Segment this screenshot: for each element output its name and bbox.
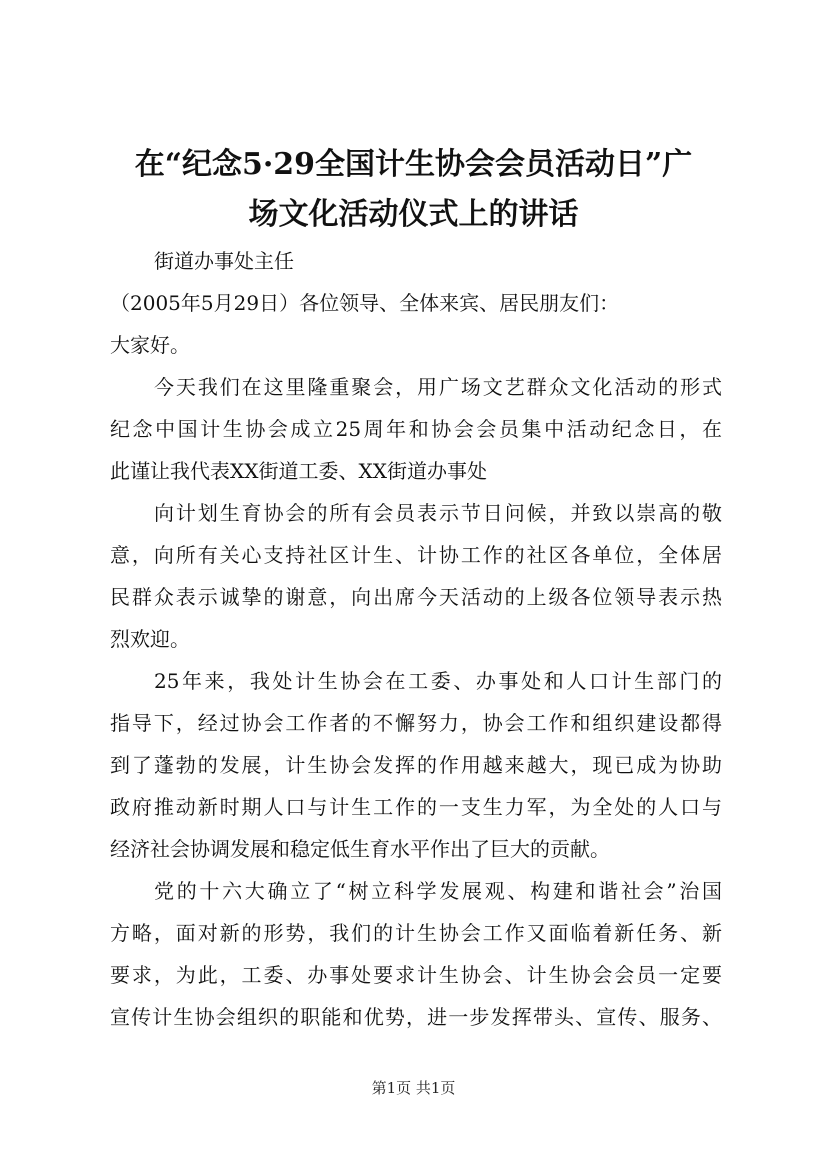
paragraph-line: 此谨让我代表XX街道工委、XX街道办事处 <box>110 459 487 483</box>
paragraph-line: 纪念中国计生协会成立25周年和协会会员集中活动纪念日，在 <box>110 417 722 441</box>
paragraph-line: 民群众表示诚挚的谢意，向出席今天活动的上级各位领导表示热 <box>110 585 722 609</box>
paragraph <box>110 366 722 492</box>
paragraph-line: 要求，为此，工委、办事处要求计生协会、计生协会会员一定要 <box>110 963 722 987</box>
paragraph-line: 今天我们在这里隆重聚会，用广场文艺群众文化活动的形式 <box>154 375 722 399</box>
greeting <box>110 324 722 366</box>
title-line: 在“纪念5·29全国计生协会会员活动日”广 <box>134 147 693 182</box>
paragraph <box>110 870 722 1038</box>
paragraph-line: 宣传计生协会组织的职能和优势，进一步发挥带头、宣传、服务、 <box>110 1005 722 1029</box>
paragraph-line: （2005年5月29日）各位领导、全体来宾、居民朋友们： <box>110 291 620 315</box>
author-line <box>110 240 722 282</box>
paragraph-line: 街道办事处主任 <box>154 249 294 273</box>
paragraph-line: 向计划生育协会的所有会员表示节日问候，并致以崇高的敬 <box>154 501 722 525</box>
paragraph-line: 党的十六大确立了“树立科学发展观、构建和谐社会”治国 <box>154 879 722 903</box>
paragraph-line: 政府推动新时期人口与计生工作的一支生力军，为全处的人口与 <box>110 795 722 819</box>
paragraph-line: 25年来，我处计生协会在工委、办事处和人口计生部门的 <box>154 669 722 693</box>
date-and-salutation <box>110 282 722 324</box>
paragraph-line: 烈欢迎。 <box>110 627 190 651</box>
document-title <box>105 140 722 240</box>
paragraph <box>110 660 722 870</box>
paragraph <box>110 492 722 660</box>
paragraph-line: 指导下，经过协会工作者的不懈努力，协会工作和组织建设都得 <box>110 711 722 735</box>
paragraph-line: 经济社会协调发展和稳定低生育水平作出了巨大的贡献。 <box>110 837 610 861</box>
paragraph-line: 大家好。 <box>110 333 190 357</box>
page-footer: 第1页 共1页 <box>371 1079 456 1097</box>
document-body <box>110 240 722 1038</box>
paragraph-line: 意，向所有关心支持社区计生、计协工作的社区各单位，全体居 <box>110 543 722 567</box>
paragraph-line: 方略，面对新的形势，我们的计生协会工作又面临着新任务、新 <box>110 921 722 945</box>
title-line: 场文化活动仪式上的讲话 <box>248 197 579 232</box>
paragraph-line: 到了蓬勃的发展，计生协会发挥的作用越来越大，现已成为协助 <box>110 753 722 777</box>
